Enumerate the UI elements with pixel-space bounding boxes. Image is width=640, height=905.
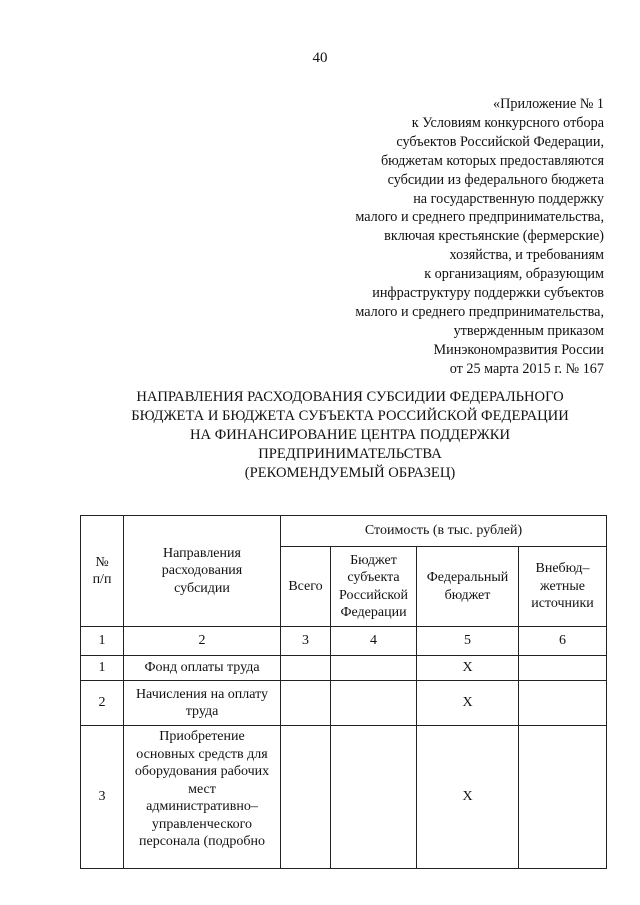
document-title [60,388,640,483]
row-total [281,681,331,726]
row-regional-budget [331,656,417,681]
row-direction: Приобретение основных средств для оборудования рабочих мест административно– управленческого персонала (подробно [124,726,281,869]
table-row [81,726,607,869]
title-line: БЮДЖЕТА И БЮДЖЕТА СУБЪЕКТА РОССИЙСКОЙ ФЕДЕРАЦИИ [131,408,569,424]
header-extra-budgetary: Внебюд– жетные источники [519,547,607,627]
appendix-line: утвержденным приказом [453,322,604,339]
appendix-line: субсидии из федерального бюджета [387,171,604,188]
row-direction: Начисления на оплату труда [124,681,281,726]
appendix-line: субъектов Российской Федерации, [396,133,604,150]
appendix-line: включая крестьянские (фермерские) [384,228,604,245]
title-line: НА ФИНАНСИРОВАНИЕ ЦЕНТРА ПОДДЕРЖКИ [190,427,510,443]
table-row [81,656,607,681]
row-federal-budget: X [417,656,519,681]
row-direction: Фонд оплаты труда [124,656,281,681]
column-number: 4 [331,627,417,656]
appendix-line: на государственную поддержку [413,190,604,207]
row-number: 3 [81,726,124,869]
column-number: 3 [281,627,331,656]
row-number: 1 [81,656,124,681]
row-regional-budget [331,681,417,726]
header-regional-budget: Бюджет субъекта Российской Федерации [331,547,417,627]
row-federal-budget: X [417,726,519,869]
appendix-line: от 25 марта 2015 г. № 167 [449,360,604,377]
row-number: 2 [81,681,124,726]
appendix-line: к организациям, образующим [424,266,604,283]
row-extra-budgetary [519,726,607,869]
page-number: 40 [312,50,328,66]
title-line: (РЕКОМЕНДУЕМЫЙ ОБРАЗЕЦ) [244,465,456,481]
row-extra-budgetary [519,656,607,681]
expenditure-table [80,515,607,869]
appendix-line: малого и среднего предпринимательства, [355,303,604,320]
row-extra-budgetary [519,681,607,726]
row-regional-budget [331,726,417,869]
appendix-line: к Условиям конкурсного отбора [411,114,604,131]
appendix-line: Минэкономразвития России [433,341,604,358]
header-row [81,516,607,547]
column-number: 2 [124,627,281,656]
appendix-line: «Приложение № 1 [493,96,604,112]
title-line: НАПРАВЛЕНИЯ РАСХОДОВАНИЯ СУБСИДИИ ФЕДЕРАЛЬНОГО [136,389,564,405]
header-total: Всего [281,547,331,627]
row-total [281,656,331,681]
row-federal-budget: X [417,681,519,726]
header-federal-budget: Федеральный бюджет [417,547,519,627]
column-number: 1 [81,627,124,656]
header-direction: Направления расходования субсидии [124,516,281,627]
appendix-line: бюджетам которых предоставляются [380,152,604,169]
title-line: ПРЕДПРИНИМАТЕЛЬСТВА [258,446,442,462]
column-number: 6 [519,627,607,656]
row-total [281,726,331,869]
header-number: № п/п [81,516,124,627]
appendix-line: хозяйства, и требованиям [449,247,604,264]
appendix-line: инфраструктуру поддержки субъектов [372,285,604,302]
column-number-row [81,627,607,656]
appendix-reference [284,95,604,379]
column-number: 5 [417,627,519,656]
appendix-line: малого и среднего предпринимательства, [355,209,604,226]
header-cost-group: Стоимость (в тыс. рублей) [281,516,607,547]
table-row [81,681,607,726]
